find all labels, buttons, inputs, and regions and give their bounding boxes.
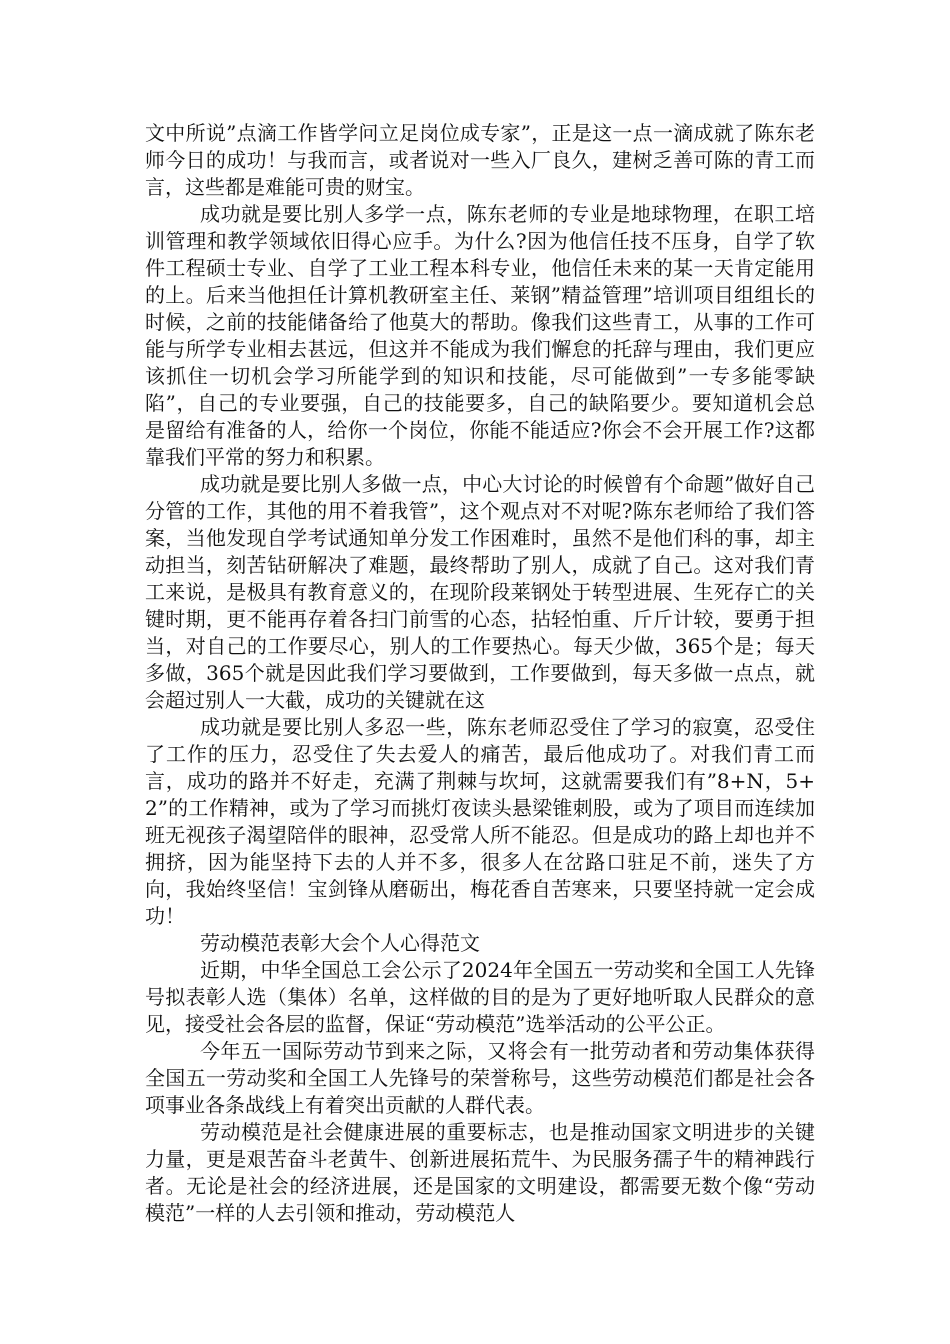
section-title: 劳动模范表彰大会个人心得范文	[200, 931, 480, 955]
paragraph-learn-more: 成功就是要比别人多学一点，陈东老师的专业是地球物理，在职工培训管理和教学领域依旧得心应手。为什么?因为他信任技不压身，自学了软件工程硕士专业、自学了工业工程本科专业，他信任未来的某一天肯定能用的上。后来当他担任计算机教研室主任、莱钢”精益管理”培训项目组组长的时候，之前的技能储备给了他莫大的帮助。像我们这些青工，从事的工作可能与所学专业相去甚远，但这并不能成为我们懈怠的托辞与理由，我们更应该抓住一切机会学习所能学到的知识和技能，尽可能做到”一专多能零缺陷”，自己的专业要强，自己的技能要多，自己的缺陷要少。要知道机会总是留给有准备的人，给你一个岗位，你能不能适应?你会不会开展工作?这都靠我们平常的努力和积累。	[145, 202, 815, 469]
paragraph-labor-day: 今年五一国际劳动节到来之际，又将会有一批劳动者和劳动集体获得全国五一劳动奖和全国工人先锋号的荣誉称号，这些劳动模范们都是社会各项事业各条战线上有着突出贡献的人群代表。	[145, 1039, 815, 1117]
paragraph-endure-more: 成功就是要比别人多忍一些，陈东老师忍受住了学习的寂寞，忍受住了工作的压力，忍受住了失去爱人的痛苦，最后他成功了。对我们青工而言，成功的路并不好走，充满了荆棘与坎坷，这就需要我们有”8+N，5+2”的工作精神，或为了学习而挑灯夜读头悬梁锥刺股，或为了项目而连续加班无视孩子渴望陪伴的眼神，忍受常人所不能忍。但是成功的路上却也并不拥挤，因为能坚持下去的人并不多，很多人在岔路口驻足不前，迷失了方向，我始终坚信！宝剑锋从磨砺出，梅花香自苦寒来，只要坚持就一定会成功！	[145, 715, 815, 928]
document-page	[145, 120, 815, 1227]
paragraph-announcement: 近期，中华全国总工会公示了2024年全国五一劳动奖和全国工人先锋号拟表彰人选（集体）名单，这样做的目的是为了更好地听取人民群众的意见，接受社会各层的监督，保证“劳动模范”选举活动的公平公正。	[145, 958, 815, 1036]
paragraph-model-workers: 劳动模范是社会健康进展的重要标志，也是推动国家文明进步的关键力量，更是艰苦奋斗老黄牛、创新进展拓荒牛、为民服务孺子牛的精神践行者。无论是社会的经济进展，还是国家的文明建设，都需要无数个像“劳动模范”一样的人去引领和推动，劳动模范人	[145, 1120, 815, 1225]
paragraph-do-more: 成功就是要比别人多做一点，中心大讨论的时候曾有个命题”做好自己分管的工作，其他的用不着我管”，这个观点对不对呢?陈东老师给了我们答案，当他发现自学考试通知单分发工作困难时，虽然不是他们科的事，却主动担当，刻苦钻研解决了难题，最终帮助了别人，成就了自己。这对我们青工来说，是极具有教育意义的，在现阶段莱钢处于转型进展、生死存亡的关键时期，更不能再存着各扫门前雪的心态，拈轻怕重、斤斤计较，要勇于担当，对自己的工作要尽心，别人的工作要热心。每天少做，365个是；每天多做，365个就是因此我们学习要做到，工作要做到，每天多做一点点，就会超过别人一大截，成功的关键就在这	[145, 472, 815, 712]
paragraph-continuation: 文中所说”点滴工作皆学问立足岗位成专家”，正是这一点一滴成就了陈东老师今日的成功！与我而言，或者说对一些入厂良久，建树乏善可陈的青工而言，这些都是难能可贵的财宝。	[145, 121, 815, 199]
